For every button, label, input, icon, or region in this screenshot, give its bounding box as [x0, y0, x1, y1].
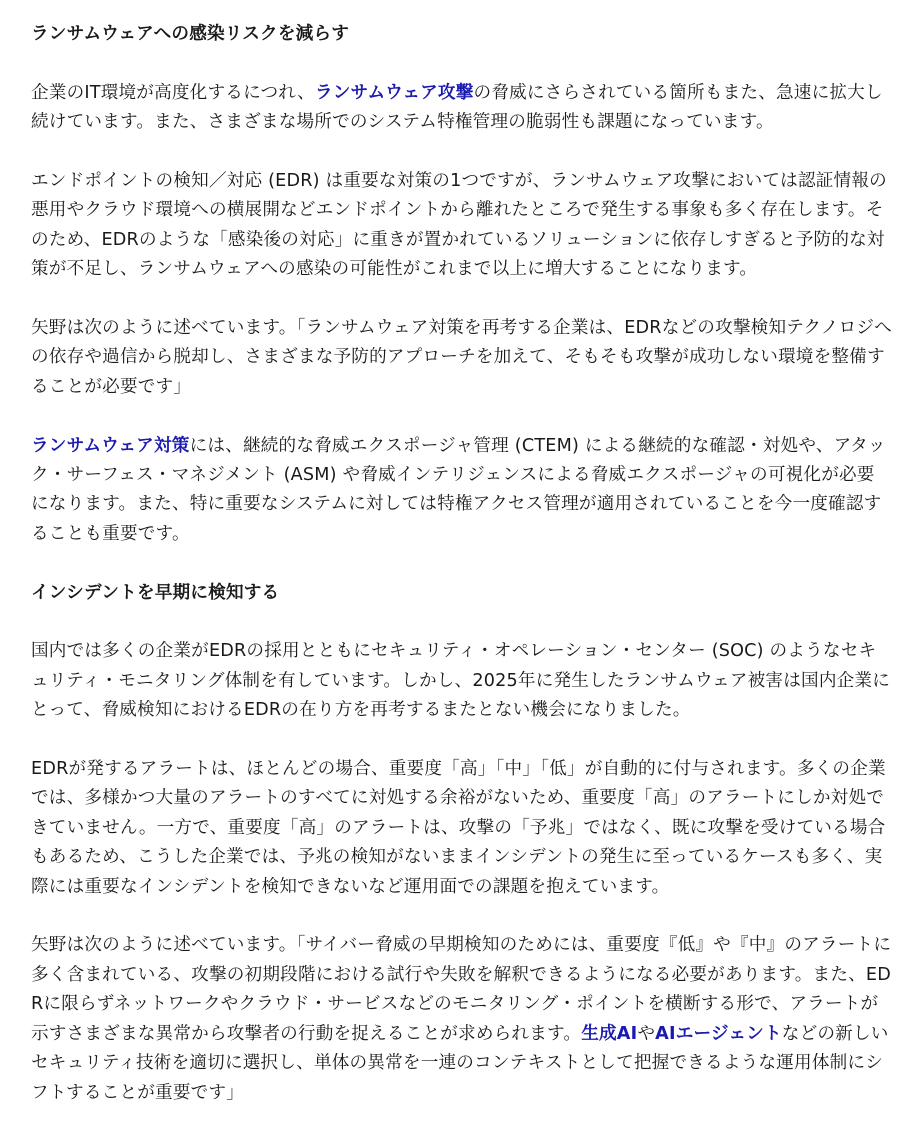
link-ai-agent[interactable]: AIエージェント [655, 1023, 782, 1044]
link-generative-ai[interactable]: 生成AI [581, 1023, 638, 1044]
paragraph-edr-alerts: EDRが発するアラートは、ほとんどの場合、重要度「高」「中」「低」が自動的に付与されます。多くの企業では、多様かつ大量のアラートのすべてに対処する余裕がないため、重要度「高」のアラートにしか対処できていません。一方で、重要度「高」のアラートは、攻撃の「予兆」ではなく、既に攻撃を受けている場合もあるため、こうした企業では、予兆の検知がないままインシデントの発生に至っているケースも多く、実際には重要なインシデントを検知できないなど運用面での課題を抱えています。 [31, 759, 886, 897]
paragraph-text: の脅威にさらされている箇所もまた、急速に拡大し続けています。また、さまざまな場所でのシステム特権管理の脆弱性も課題になっています。 [31, 82, 883, 133]
paragraph-text: 矢野は次のように述べています。「サイバー脅威の早期検知のためには、重要度『低』や『中』のアラートに多く含まれている、攻撃の初期段階における試行や失敗を解釈できるようになる必要があります。また、EDRに限らずネットワークやクラウド・サービスなどのモニタリング・ポイントを横断する形で、アラートが示すさまざまな異常から攻撃者の行動を捉えることが求められます。 [31, 935, 892, 1044]
section-heading-early-detection: インシデントを早期に検知する [31, 582, 280, 603]
paragraph-quote-yano-2 [31, 931, 892, 1107]
paragraph-quote-yano-1: 矢野は次のように述べています。「ランサムウェア対策を再考する企業は、EDRなどの攻撃検知テクノロジへの依存や過信から脱却し、さまざまな予防的アプローチを加えて、そもそも攻撃が成功しない環境を整備することが必要です」 [31, 318, 892, 397]
paragraph-soc: 国内では多くの企業がEDRの採用とともにセキュリティ・オペレーション・センター (SOC) のようなセキュリティ・モニタリング体制を有しています。しかし、2025年に発生したランサムウェア被害は国内企業にとって、脅威検知におけるEDRの在り方を再考するまたとない機会になりました。 [31, 641, 890, 721]
link-ransomware-attack[interactable]: ランサムウェア攻撃 [314, 82, 474, 103]
section-heading-ransomware-risk: ランサムウェアへの感染リスクを減らす [31, 24, 350, 44]
paragraph-text: や [637, 1023, 656, 1044]
paragraph-it-environment [31, 79, 892, 138]
paragraph-text: 企業のIT環境が高度化するにつれ、 [31, 82, 315, 103]
link-ransomware-measures[interactable]: ランサムウェア対策 [31, 435, 190, 456]
paragraph-text: などの新しいセキュリティ技術を適切に選択し、単体の異常を一連のコンテキストとして把握できるような運用体制にシフトすることが重要です」 [31, 1023, 889, 1103]
paragraph-edr: エンドポイントの検知／対応 (EDR) は重要な対策の1つですが、ランサムウェア攻撃においては認証情報の悪用やクラウド環境への横展開などエンドポイントから離れたところで発生する事象も多く存在します。そのため、EDRのような「感染後の対応」に重きが置かれているソリューションに依存しすぎると予防的な対策が不足し、ランサムウェアへの感染の可能性がこれまで以上に増大することになります。 [31, 171, 887, 280]
paragraph-text: には、継続的な脅威エクスポージャ管理 (CTEM) による継続的な確認・対処や、アタック・サーフェス・マネジメント (ASM) や脅威インテリジェンスによる脅威エクスポージャの可視化が必要になります。また、特に重要なシステムに対しては特権アクセス管理が適用されていることを今一度確認することも重要です。 [31, 435, 886, 544]
paragraph-ransomware-measures [31, 432, 892, 550]
